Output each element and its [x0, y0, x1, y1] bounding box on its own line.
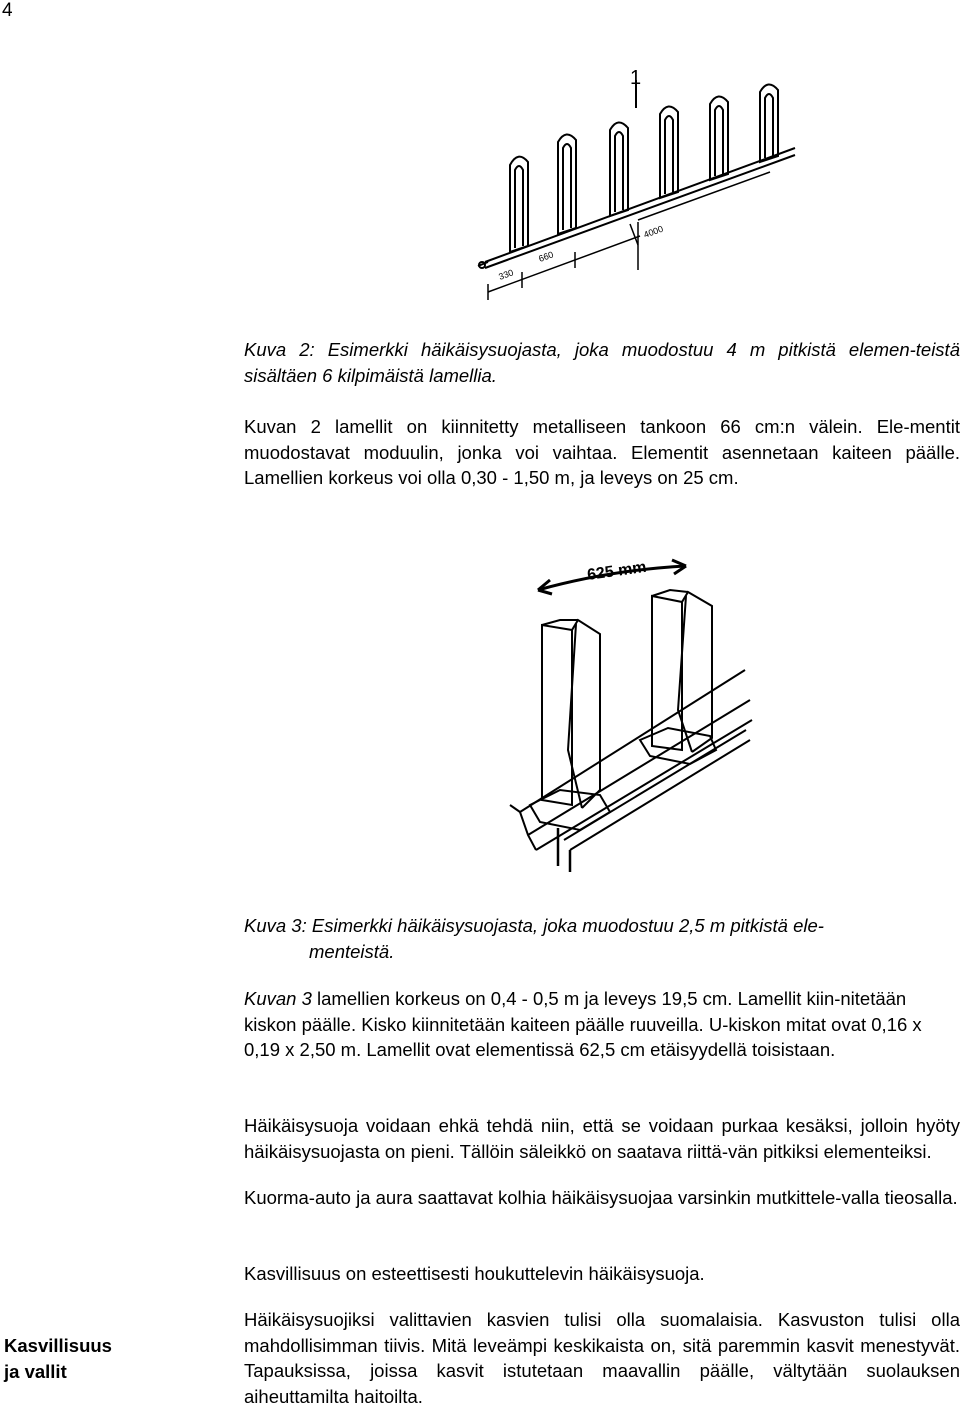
paragraph-4: Kuorma-auto ja aura saattavat kolhia häikäisysuojaa varsinkin mutkittele-valla tieosalla. — [244, 1187, 958, 1208]
figure-3-caption — [244, 913, 960, 964]
figure-2-drawing — [470, 70, 800, 305]
lamella-2 — [558, 134, 576, 234]
dimension-625mm: 625 mm — [586, 558, 648, 584]
lamella-1 — [510, 157, 528, 252]
paragraph-6: Häikäisysuojiksi valittavien kasvien tulisi olla suomalaisia. Kasvuston tulisi olla mahdollisimman tiivis. Mitä leveämpi keskikaista on, sitä paremmin kasvit menestyvät. Tapauksissa, joissa kasvit istutetaan maavallin päälle, vältytään suolauksen aiheuttamilta haitoilta. — [244, 1309, 960, 1407]
rail-bottom-line — [485, 155, 795, 268]
side-heading — [4, 1333, 112, 1385]
paragraph-2 — [244, 986, 960, 1063]
lamella-5 — [710, 96, 728, 180]
figure-3-caption-line-1: Kuva 3: Esimerkki häikäisysuojasta, joka muodostuu 2,5 m pitkistä ele- — [244, 915, 824, 936]
page-number: 4 — [2, 0, 13, 21]
paragraph-2-italic: Kuvan 3 — [244, 988, 312, 1009]
lamella-left — [542, 620, 600, 808]
figure-3-drawing — [500, 550, 760, 880]
paragraph-2-text: lamellien korkeus on 0,4 - 0,5 m ja leveys 19,5 cm. Lamellit kiin-nitetään kiskon päälle. Kisko kiinnitetään kaiteen päälle ruuveilla. U-kiskon mitat ovat 0,16 x 0,19 x 2,50 m. Lamellit ovat elementissä 62,5 cm etäisyydellä toisistaan. — [244, 988, 922, 1060]
dimension-660: 660 — [537, 249, 555, 264]
side-heading-line-1: Kasvillisuus — [4, 1335, 112, 1356]
figure-2-caption-text: Kuva 2: Esimerkki häikäisysuojasta, joka muodostuu 4 m pitkistä elemen-teistä sisältäen 6 kilpimäistä lamellia. — [244, 339, 960, 386]
lamella-4 — [660, 106, 678, 198]
dimension-4000: 4000 — [642, 223, 665, 240]
paragraph-1: Kuvan 2 lamellit on kiinnitetty metalliseen tankoon 66 cm:n välein. Ele-mentit muodostavat moduulin, jonka voi vaihtaa. Elementit asennetaan kaiteen päälle. Lamellien korkeus voi olla 0,30 - 1,50 m, ja leveys on 25 cm. — [244, 416, 960, 488]
side-heading-line-2: ja vallit — [4, 1361, 67, 1382]
rail-top-line — [485, 148, 795, 262]
figure-2-label-1: 1 — [630, 70, 642, 89]
lamella-6 — [760, 84, 778, 162]
figure-2-caption — [244, 337, 960, 388]
lamella-3 — [610, 122, 628, 216]
paragraph-5: Kasvillisuus on esteettisesti houkuttelevin häikäisysuoja. — [244, 1263, 705, 1284]
paragraph-3: Häikäisysuoja voidaan ehkä tehdä niin, että se voidaan purkaa kesäksi, jolloin hyöty häikäisysuojasta on pieni. Tällöin säleikkö on saatava riittä-vän pitkiksi elementeiksi. — [244, 1115, 960, 1162]
dimension-330: 330 — [497, 267, 515, 282]
figure-3-caption-line-2: menteistä. — [309, 940, 395, 962]
